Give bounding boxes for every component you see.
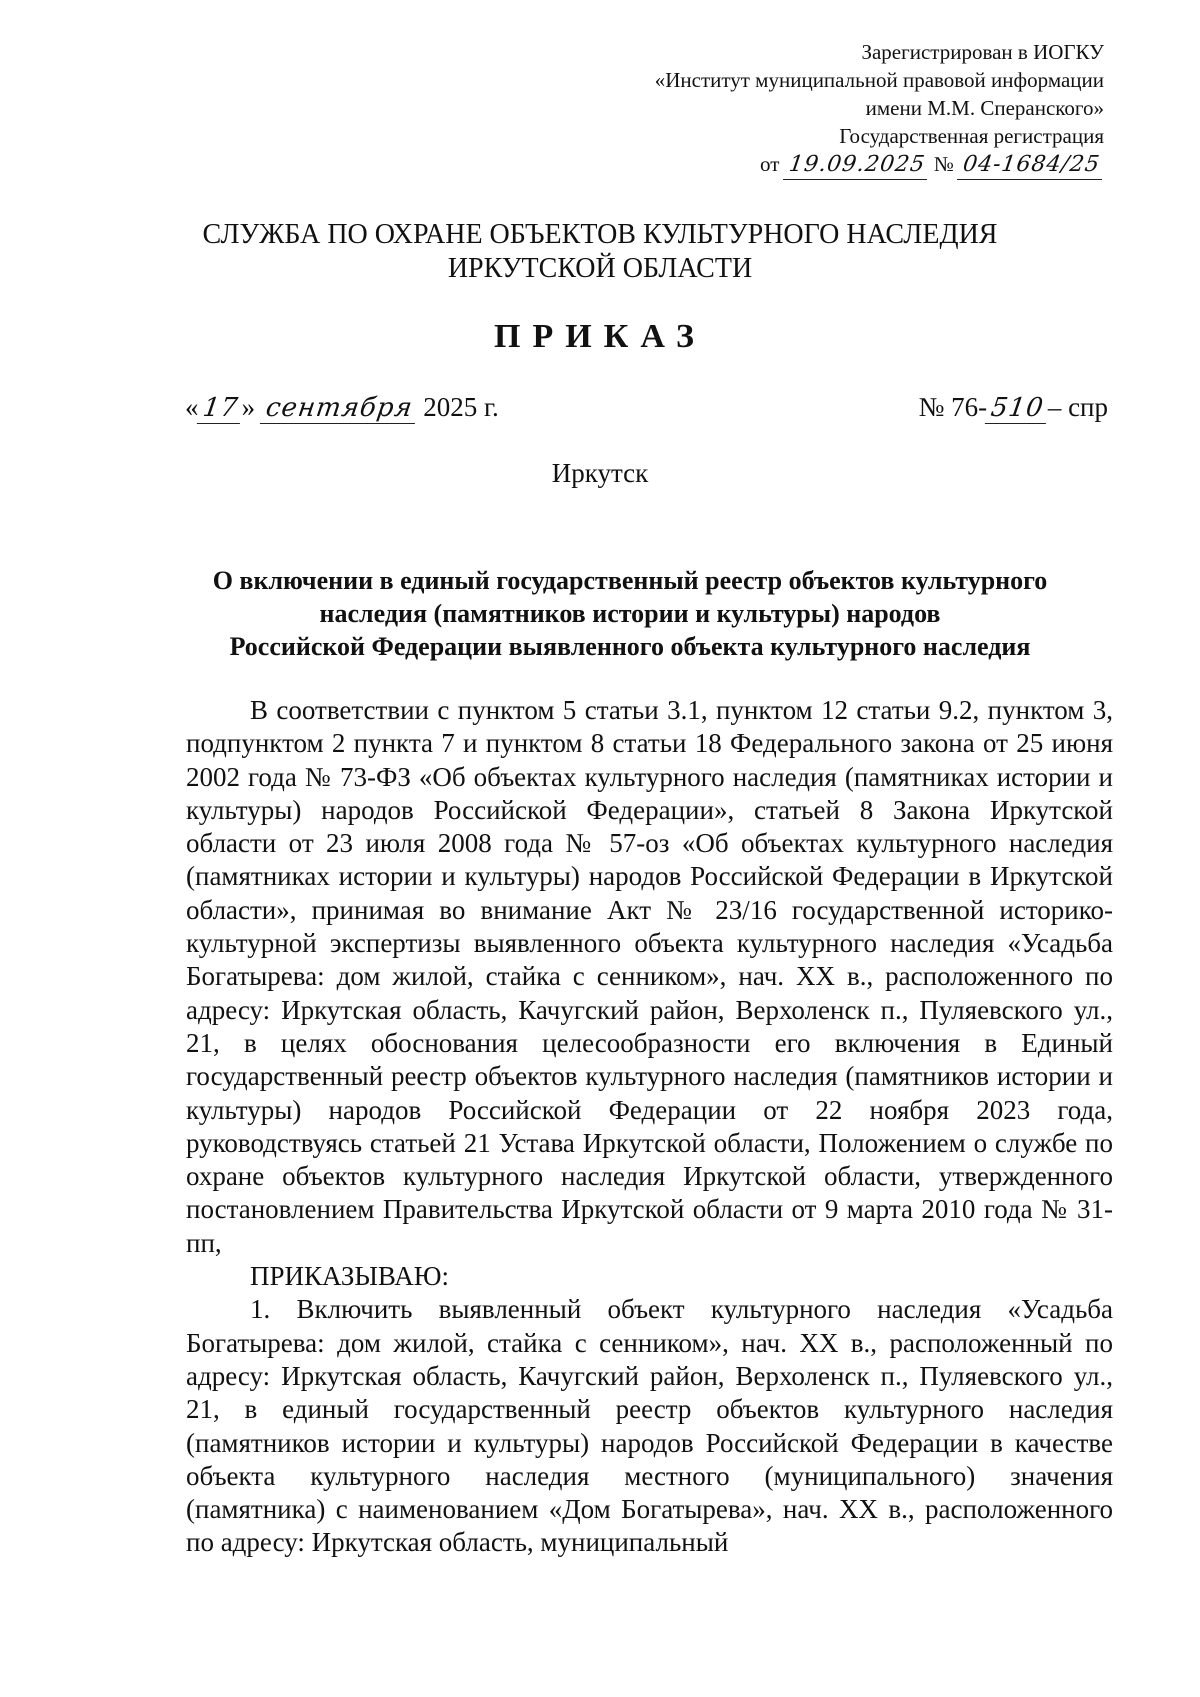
order-year: 2025 г. (423, 392, 499, 422)
order-item-1: 1. Включить выявленный объект культурного наследия «Усадьба Богатырева: дом жилой, стайка с сенником», нач. XX в., расположенный по адресу: Иркутская область, Качугский район, Верхоленск п., Пуляевского ул., 21, в единый государственный реестр объектов культурного наследия (памятников истории и культуры) народов Российской Федерации в качестве объекта культурного наследия местного (муниципального) значения (памятника) с наименованием «Дом Богатырева», нач. XX в., расположенного по адресу: Иркутская область, муниципальный (186, 1294, 1113, 1558)
order-directive-word: ПРИКАЗЫВАЮ: (250, 1261, 449, 1292)
registration-line-3: имени М.М. Сперанского» (865, 96, 1104, 120)
registration-number: 04-1684/25 (957, 151, 1106, 180)
order-date (185, 392, 499, 424)
registration-stamp (655, 38, 1104, 180)
registration-date: 19.09.2025 (783, 151, 931, 180)
subject-line-2: наследия (памятников истории и культуры) народов (319, 599, 941, 628)
order-body (186, 694, 1113, 1560)
order-number (919, 392, 1108, 424)
city-name: Иркутск (551, 458, 649, 488)
order-subject (150, 564, 1110, 663)
agency-line-2: ИРКУТСКОЙ ОБЛАСТИ (447, 253, 753, 284)
order-number-suffix: – спр (1047, 392, 1108, 422)
order-number-prefix: № 76- (918, 392, 988, 422)
registration-number-label: № (933, 152, 954, 176)
subject-line-1: О включении в единый государственный реестр объектов культурного (212, 566, 1048, 595)
order-number-handwritten: 510 (985, 393, 1050, 424)
document-type-title: ПРИКАЗ (494, 318, 706, 355)
registration-from-label: от (760, 152, 780, 176)
quote-open: « (185, 392, 199, 422)
agency-name (0, 218, 1200, 286)
order-month: сентября (260, 393, 419, 424)
order-day: 17 (196, 393, 243, 424)
registration-number-line (655, 150, 1104, 180)
registration-line-4: Государственная регистрация (839, 124, 1104, 148)
subject-line-3: Российской Федерации выявленного объекта культурного наследия (229, 632, 1031, 661)
registration-line-1: Зарегистрирован в ИОГКУ (861, 40, 1104, 64)
registration-line-2: «Институт муниципальной правовой информации (654, 68, 1104, 92)
quote-close: » (241, 392, 256, 422)
preamble-paragraph: В соответствии с пунктом 5 статьи 3.1, пунктом 12 статьи 9.2, пунктом 3, подпунктом 2 пункта 7 и пунктом 8 статьи 18 Федерального закона от 25 июня 2002 года № 73-ФЗ «Об объектах культурного наследия (памятниках истории и культуры) народов Российской Федерации», статьей 8 Закона Иркутской области от 23 июля 2008 года № 57-оз «Об объектах культурного наследия (памятниках истории и культуры) народов Российской Федерации в Иркутской области», принимая во внимание Акт № 23/16 государственной историко-культурной экспертизы выявленного объекта культурного наследия «Усадьба Богатырева: дом жилой, стайка с сенником», нач. XX в., расположенного по адресу: Иркутская область, Качугский район, Верхоленск п., Пуляевского ул., 21, в целях обоснования целесообразности его включения в Единый государственный реестр объектов культурного наследия (памятников истории и культуры) народов Российской Федерации от 22 ноября 2023 года, руководствуясь статьей 21 Устава Иркутской области, Положением о службе по охране объектов культурного наследия Иркутской области, утвержденного постановлением Правительства Иркутской области от 9 марта 2010 года № 31-пп, (186, 695, 1113, 1258)
agency-line-1: СЛУЖБА ПО ОХРАНЕ ОБЪЕКТОВ КУЛЬТУРНОГО НАСЛЕДИЯ (202, 219, 998, 250)
